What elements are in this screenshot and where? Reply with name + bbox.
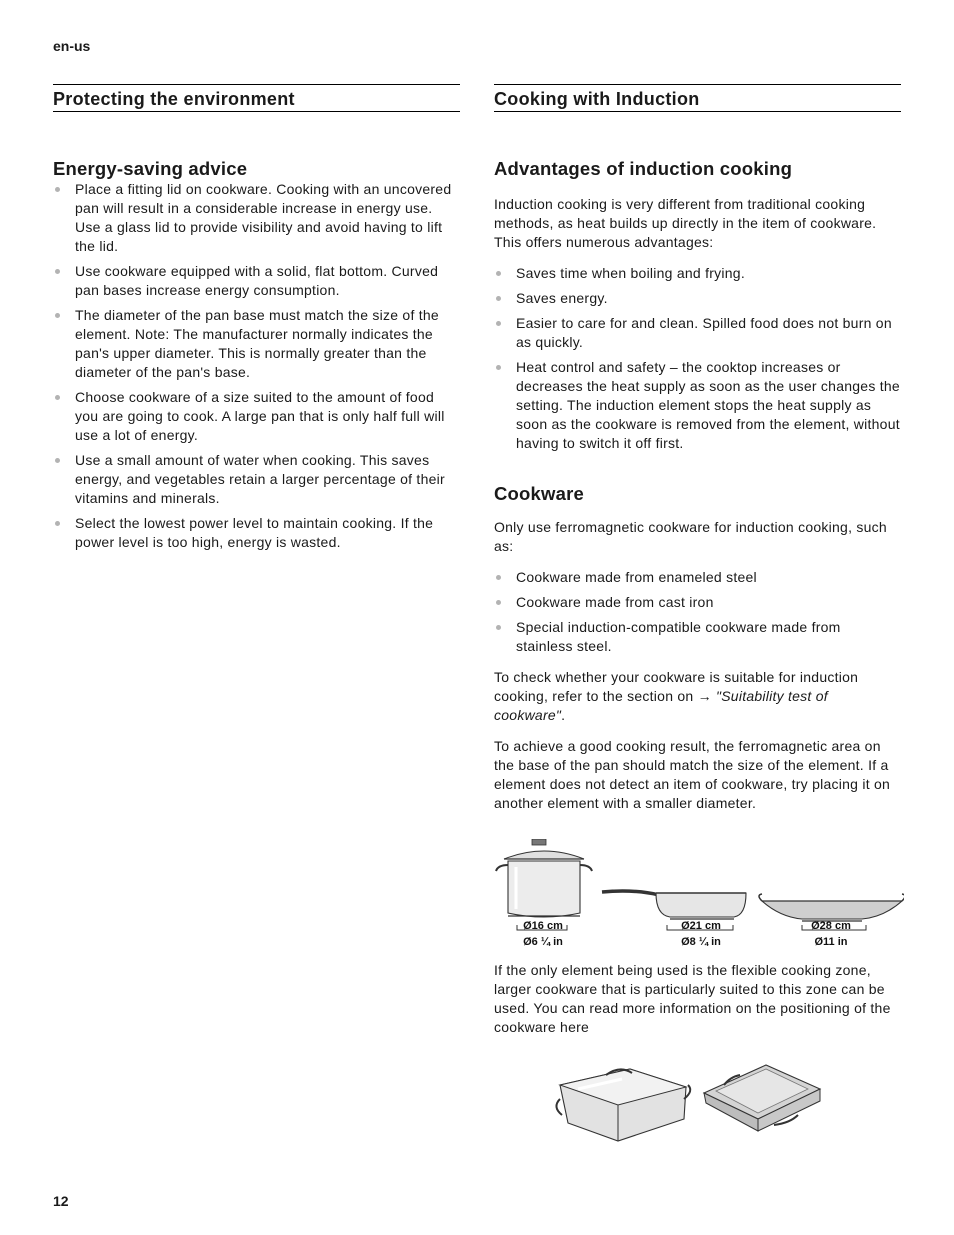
list-item: Place a fitting lid on cookware. Cooking with an uncovered pan will result in a considerable increase in energy use. Use a glass lid to provide visibility and avoid having to lift the lid. bbox=[53, 180, 460, 256]
arrow-right-icon: → bbox=[697, 688, 712, 704]
cookware-intro: Only use ferromagnetic cookware for induction cooking, such as: bbox=[494, 519, 887, 554]
list-item: Saves time when boiling and frying. bbox=[494, 264, 901, 283]
cookware-list bbox=[494, 568, 901, 656]
advantages-list bbox=[494, 264, 901, 453]
energy-saving-heading: Energy-saving advice bbox=[53, 158, 248, 179]
right-column bbox=[494, 84, 901, 1147]
pan-size-imperial: Ø6 ¼ in bbox=[523, 936, 563, 948]
list-item: Cookware made from enameled steel bbox=[494, 568, 901, 587]
page-number: 12 bbox=[53, 1193, 69, 1209]
stockpot-icon bbox=[496, 839, 592, 917]
list-item: Cookware made from cast iron bbox=[494, 593, 901, 612]
language-code: en-us bbox=[53, 38, 91, 54]
griddle-pan-icon bbox=[704, 1065, 820, 1131]
cookware-heading: Cookware bbox=[494, 483, 585, 504]
pan-sizes-illustration bbox=[494, 839, 904, 951]
list-item: Easier to care for and clean. Spilled food does not burn on as quickly. bbox=[494, 314, 901, 352]
list-item: Heat control and safety – the cooktop increases or decreases the heat supply as soon as the user changes the setting. The induction element stops the heat supply as soon as the cookware is removed from the element, without having to switch it off first. bbox=[494, 358, 901, 453]
large-cookware-illustration bbox=[494, 1057, 904, 1147]
list-item: Use a small amount of water when cooking. This saves energy, and vegetables retain a larger percentage of their vitamins and minerals. bbox=[53, 451, 460, 508]
pan-size-metric: Ø16 cm bbox=[523, 920, 563, 932]
pan-size-metric: Ø21 cm bbox=[681, 920, 721, 932]
advantages-heading: Advantages of induction cooking bbox=[494, 158, 793, 179]
pan-size-imperial: Ø8 ¼ in bbox=[681, 936, 721, 948]
list-item: Special induction-compatible cookware made from stainless steel. bbox=[494, 618, 901, 656]
suitability-paragraph bbox=[494, 668, 901, 725]
list-item: The diameter of the pan base must match the size of the element. Note: The manufacturer normally indicates the pan's upper diameter. This is normally greater than the diameter of the pan's base. bbox=[53, 306, 460, 382]
wok-icon bbox=[759, 894, 904, 921]
flexible-zone-paragraph: If the only element being used is the flexible cooking zone, larger cookware that is particularly suited to this zone can be used. You can read more information on the positioning of the cookware here bbox=[494, 962, 891, 1035]
frying-pan-icon bbox=[602, 891, 746, 919]
size-paragraph: To achieve a good cooking result, the ferromagnetic area on the base of the pan should match the size of the element. If a element does not detect an item of cookware, try placing it on another element with a smaller diameter. bbox=[494, 738, 891, 811]
section-title-environment: Protecting the environment bbox=[53, 84, 460, 112]
list-item: Choose cookware of a size suited to the amount of food you are going to cook. A large pan that is only half full will use a lot of energy. bbox=[53, 388, 460, 445]
suitability-end: . bbox=[561, 707, 566, 723]
advantages-intro: Induction cooking is very different from traditional cooking methods, as heat builds up directly in the item of cookware. This offers numerous advantages: bbox=[494, 196, 877, 250]
energy-saving-list bbox=[53, 180, 460, 552]
section-title-induction: Cooking with Induction bbox=[494, 84, 901, 112]
list-item: Use cookware equipped with a solid, flat bottom. Curved pan bases increase energy consumption. bbox=[53, 262, 460, 300]
roasting-pan-icon bbox=[556, 1069, 690, 1141]
suitability-link[interactable]: "Suitability test of cookware" bbox=[494, 688, 828, 723]
suitability-text: To check whether your cookware is suitable for induction cooking, refer to the section on bbox=[494, 669, 859, 704]
pan-size-imperial: Ø11 in bbox=[814, 936, 848, 948]
pan-size-metric: Ø28 cm bbox=[811, 920, 851, 932]
list-item: Select the lowest power level to maintain cooking. If the power level is too high, energy is wasted. bbox=[53, 514, 460, 552]
left-column bbox=[53, 84, 460, 558]
list-item: Saves energy. bbox=[494, 289, 901, 308]
